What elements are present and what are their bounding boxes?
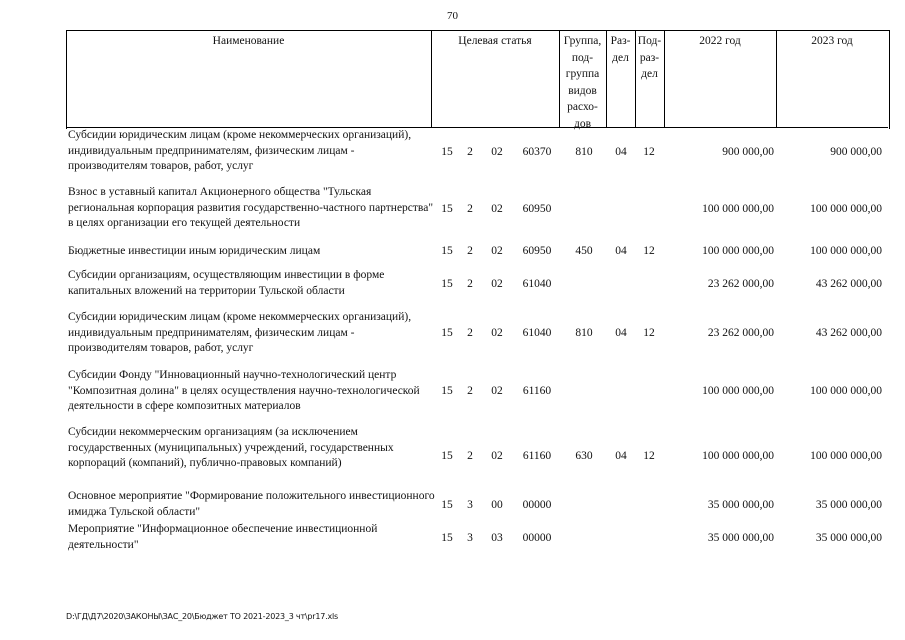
row-subprogram: 2 [467, 450, 473, 462]
row-main-event: 02 [491, 327, 503, 339]
row-program: 15 [441, 450, 453, 462]
row-amount-2022: 23 262 000,00 [707, 278, 774, 290]
row-section: 04 [615, 327, 627, 339]
row-amount-2022: 100 000 000,00 [702, 245, 774, 257]
row-amount-2022: 35 000 000,00 [707, 499, 774, 511]
row-program: 15 [441, 499, 453, 511]
row-main-event: 02 [491, 245, 503, 257]
row-subprogram: 2 [467, 203, 473, 215]
row-main-event: 02 [491, 278, 503, 290]
header-year-2023: 2023 год [811, 35, 853, 47]
row-subsection: 12 [643, 146, 655, 158]
row-name: Субсидии некоммерческим организациям (за исключением государственных (муниципальных) учреждений, государственных корпораций (компаний), публично-правовых компаний) [68, 426, 394, 469]
row-amount-2022: 100 000 000,00 [702, 450, 774, 462]
row-name: Субсидии юридическим лицам (кроме некоммерческих организаций), индивидуальным предпринимателям, физическим лицам - производителям товаров, работ, услуг [68, 311, 412, 354]
row-amount-2023: 900 000,00 [830, 146, 882, 158]
row-subprogram: 2 [467, 278, 473, 290]
row-group: 630 [575, 450, 593, 462]
row-amount-2023: 35 000 000,00 [815, 499, 882, 511]
row-amount-2023: 43 262 000,00 [815, 278, 882, 290]
row-main-event: 02 [491, 385, 503, 397]
row-amount-2023: 100 000 000,00 [810, 385, 882, 397]
row-direction: 60950 [522, 203, 552, 215]
row-main-event: 02 [491, 450, 503, 462]
row-group: 450 [575, 245, 593, 257]
row-direction: 61160 [522, 385, 552, 397]
row-amount-2023: 100 000 000,00 [810, 245, 882, 257]
row-program: 15 [441, 327, 453, 339]
row-section: 04 [615, 450, 627, 462]
row-amount-2023: 35 000 000,00 [815, 532, 882, 544]
header-name: Наименование [212, 35, 285, 47]
row-program: 15 [441, 146, 453, 158]
row-program: 15 [441, 245, 453, 257]
row-amount-2023: 43 262 000,00 [815, 327, 882, 339]
page-number: 70 [447, 10, 458, 22]
row-group: 810 [575, 146, 593, 158]
row-main-event: 03 [491, 532, 503, 544]
header-group: Группа, под- группа видов расхо- дов [563, 35, 602, 130]
row-program: 15 [441, 278, 453, 290]
row-subsection: 12 [643, 327, 655, 339]
row-name: Субсидии организациям, осуществляющим инвестиции в форме капитальных вложений на территории Тульской области [68, 269, 385, 297]
row-subprogram: 2 [467, 385, 473, 397]
row-name: Мероприятие "Информационное обеспечение инвестиционной деятельности" [68, 523, 378, 551]
row-section: 04 [615, 245, 627, 257]
header-target-item: Целевая статья [458, 35, 532, 47]
row-program: 15 [441, 385, 453, 397]
row-name: Основное мероприятие "Формирование положительного инвестиционного имиджа Тульской области" [68, 490, 435, 518]
row-subprogram: 3 [467, 532, 473, 544]
row-direction: 00000 [522, 532, 552, 544]
row-direction: 60370 [522, 146, 552, 158]
row-main-event: 02 [491, 203, 503, 215]
row-amount-2022: 900 000,00 [722, 146, 774, 158]
row-direction: 61040 [522, 278, 552, 290]
row-subsection: 12 [643, 450, 655, 462]
row-group: 810 [575, 327, 593, 339]
row-direction: 60950 [522, 245, 552, 257]
row-subprogram: 3 [467, 499, 473, 511]
row-direction: 61160 [522, 450, 552, 462]
row-subsection: 12 [643, 245, 655, 257]
row-program: 15 [441, 203, 453, 215]
row-name: Субсидии юридическим лицам (кроме некоммерческих организаций), индивидуальным предпринимателям, физическим лицам - производителям товаров, работ, услуг [68, 129, 412, 172]
row-amount-2022: 100 000 000,00 [702, 203, 774, 215]
row-amount-2022: 100 000 000,00 [702, 385, 774, 397]
row-direction: 00000 [522, 499, 552, 511]
row-subprogram: 2 [467, 327, 473, 339]
row-program: 15 [441, 532, 453, 544]
file-path-footer: D:\ГД\Д7\2020\ЗАКОНЫ\ЗАС_20\Бюджет ТО 2021-2023_3 чт\pr17.xls [66, 612, 339, 621]
row-main-event: 00 [491, 499, 503, 511]
row-amount-2023: 100 000 000,00 [810, 203, 882, 215]
row-main-event: 02 [491, 146, 503, 158]
row-amount-2023: 100 000 000,00 [810, 450, 882, 462]
row-direction: 61040 [522, 327, 552, 339]
row-section: 04 [615, 146, 627, 158]
row-subprogram: 2 [467, 245, 473, 257]
row-name: Бюджетные инвестиции иным юридическим лицам [68, 245, 321, 257]
header-section: Раз- дел [610, 35, 631, 64]
row-amount-2022: 35 000 000,00 [707, 532, 774, 544]
header-subsection: Под- раз- дел [637, 35, 662, 80]
row-name: Субсидии Фонду "Инновационный научно-технологический центр "Композитная долина" в целях осуществления научно-технологической деятельности в сфере композитных материалов [68, 369, 420, 412]
header-year-2022: 2022 год [699, 35, 741, 47]
row-amount-2022: 23 262 000,00 [707, 327, 774, 339]
row-subprogram: 2 [467, 146, 473, 158]
row-name: Взнос в уставный капитал Акционерного общества "Тульская региональная корпорация развития государственно-частного партнерства" в целях организации его текущей деятельности [68, 186, 434, 229]
